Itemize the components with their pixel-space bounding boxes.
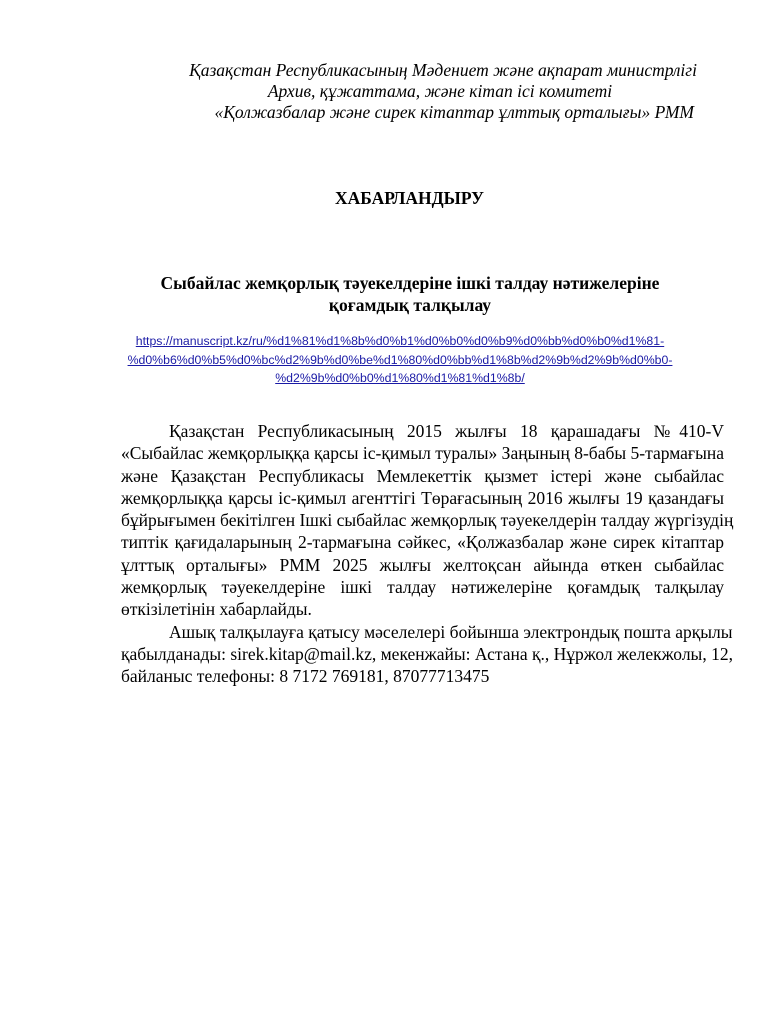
body-line: байланыс телефоны: 8 7172 769181, 87077713475: [121, 666, 490, 687]
body-line: бұйрығымен бекітілген Ішкі сыбайлас жемқорлық тәуекелдерін талдау жүргізудің: [121, 510, 734, 531]
link-line-2[interactable]: %d0%b6%d0%b5%d0%bc%d2%9b%d0%be%d1%80%d0%bb%d1%8b%d2%9b%d2%9b%d0%b0-: [127, 352, 673, 367]
body-line: және Қазақстан Республикасы Мемлекеттік қызмет істері және сыбайлас: [121, 465, 724, 486]
document-subtitle: [130, 272, 690, 316]
subtitle-line-2: қоғамдық талқылау: [328, 295, 492, 315]
committee-name: Архив, құжаттама, және кітап ісі комитеті: [267, 81, 613, 101]
body-line: типтік қағидаларының 2-тармағына сәйкес, «Қолжазбалар және сирек кітаптар: [121, 532, 724, 553]
subtitle-line-1: Сыбайлас жемқорлық тәуекелдеріне ішкі талдау нәтижелеріне: [160, 273, 660, 293]
link-line-3[interactable]: %d2%9b%d0%b0%d1%80%d1%81%d1%8b/: [275, 371, 525, 385]
organization-name: «Қолжазбалар және сирек кітаптар ұлттық орталығы» РММ: [214, 102, 694, 122]
body-line: «Сыбайлас жемқорлыққа қарсы іс-қимыл туралы» Заңының 8-бабы 5-тармағына: [121, 443, 724, 464]
body-line: Қазақстан Республикасының 2015 жылғы 18 қарашадағы №410-V: [169, 421, 724, 441]
document-title: ХАБАРЛАНДЫРУ: [335, 188, 484, 208]
manuscript-link[interactable]: [100, 332, 700, 388]
body-line: Ашық талқылауға қатысу мәселелері бойынша электрондық пошта арқылы: [169, 621, 733, 642]
document-header: [140, 60, 700, 123]
body-line: жемқорлыққа қарсы іс-қимыл агенттігі Төрағасының 2016 жылғы 19 қазандағы: [121, 487, 724, 508]
link-line-1[interactable]: https://manuscript.kz/ru/%d1%81%d1%8b%d0%b1%d0%b0%d0%b9%d0%bb%d0%b0%d1%81-: [135, 334, 665, 348]
paragraph-announcement: [73, 420, 734, 621]
body-line: жемқорлық тәуекелдеріне ішкі талдау нәтижелеріне қоғамдық талқылау: [121, 577, 724, 598]
body-line: қабылданады: sirek.kitap@mail.kz, мекенжайы: Астана қ., Нұржол желекжолы, 12,: [121, 643, 733, 664]
ministry-name: Қазақстан Республикасының Мәдениет және ақпарат министрлігі: [189, 60, 697, 80]
body-line: ұлттық орталығы» РММ 2025 жылғы желтоқсан айында өткен сыбайлас: [121, 554, 724, 575]
paragraph-contacts: [73, 621, 733, 688]
body-line: өткізілетінін хабарлайды.: [121, 599, 312, 620]
document-body: [73, 420, 734, 688]
